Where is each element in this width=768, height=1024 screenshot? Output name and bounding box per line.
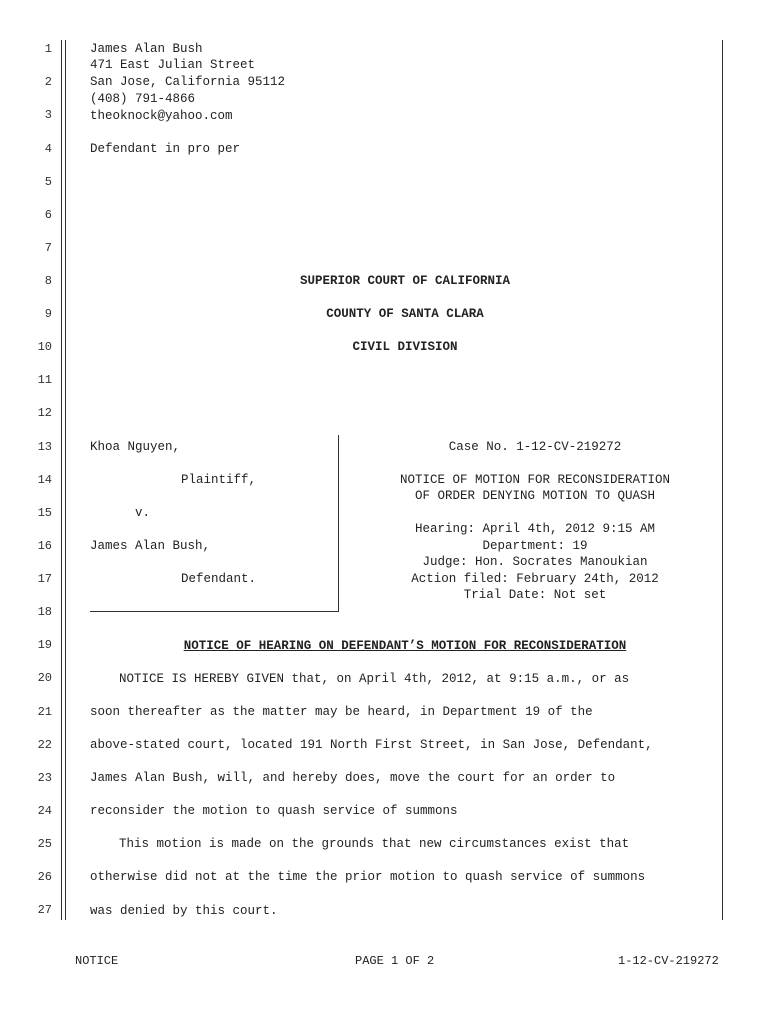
- body-line: was denied by this court.: [90, 904, 278, 918]
- plaintiff-label: Plaintiff,: [181, 473, 257, 487]
- line-number: 17: [37, 572, 52, 586]
- party-name: James Alan Bush: [90, 42, 203, 56]
- court-county: COUNTY OF SANTA CLARA: [326, 307, 484, 321]
- left-margin-rule-inner: [65, 40, 66, 920]
- judge-info: Judge: Hon. Socrates Manoukian: [422, 555, 648, 569]
- department-info: Department: 19: [482, 539, 588, 553]
- line-number: 23: [37, 771, 52, 785]
- line-number: 26: [37, 870, 52, 884]
- footer-page-number: PAGE 1 OF 2: [355, 954, 435, 968]
- line-number: 25: [37, 837, 52, 851]
- line-number: 19: [37, 638, 52, 652]
- notice-heading: NOTICE OF HEARING ON DEFENDANT’S MOTION FOR RECONSIDERATION: [183, 639, 627, 653]
- line-number: 3: [44, 108, 52, 122]
- email-address: theoknock@yahoo.com: [90, 109, 233, 123]
- party-role: Defendant in pro per: [90, 142, 241, 156]
- body-line: reconsider the motion to quash service of summons: [90, 804, 458, 818]
- line-number: 1: [44, 42, 52, 56]
- action-filed-info: Action filed: February 24th, 2012: [411, 572, 659, 586]
- line-number: 27: [37, 903, 52, 917]
- document-title-line-2: OF ORDER DENYING MOTION TO QUASH: [414, 489, 656, 503]
- line-number: 6: [44, 208, 52, 222]
- plaintiff-name: Khoa Nguyen,: [90, 440, 181, 454]
- line-number: 9: [44, 307, 52, 321]
- case-number: Case No. 1-12-CV-219272: [448, 440, 622, 454]
- defendant-name: James Alan Bush,: [90, 539, 211, 553]
- line-number: 14: [37, 473, 52, 487]
- line-number: 11: [37, 373, 52, 387]
- line-number: 7: [44, 241, 52, 255]
- line-number: 15: [37, 506, 52, 520]
- court-name: SUPERIOR COURT OF CALIFORNIA: [299, 274, 511, 288]
- caption-divider-vertical: [338, 435, 339, 612]
- line-number: 8: [44, 274, 52, 288]
- defendant-label: Defendant.: [181, 572, 257, 586]
- line-number: 24: [37, 804, 52, 818]
- phone-number: (408) 791-4866: [90, 92, 196, 106]
- line-number: 16: [37, 539, 52, 553]
- left-margin-rule-outer: [61, 40, 62, 920]
- line-number: 13: [37, 440, 52, 454]
- body-line: This motion is made on the grounds that new circumstances exist that: [119, 837, 630, 851]
- footer-case-number: 1-12-CV-219272: [618, 954, 719, 968]
- body-line: otherwise did not at the time the prior motion to quash service of summons: [90, 870, 646, 884]
- footer-document-label: NOTICE: [75, 954, 119, 968]
- court-division: CIVIL DIVISION: [352, 340, 458, 354]
- city-state-zip: San Jose, California 95112: [90, 75, 286, 89]
- body-line: above-stated court, located 191 North First Street, in San Jose, Defendant,: [90, 738, 653, 752]
- document-title-line-1: NOTICE OF MOTION FOR RECONSIDERATION: [399, 473, 671, 487]
- line-number: 12: [37, 406, 52, 420]
- body-line: James Alan Bush, will, and hereby does, move the court for an order to: [90, 771, 616, 785]
- street-address: 471 East Julian Street: [90, 58, 256, 72]
- body-line: soon thereafter as the matter may be heard, in Department 19 of the: [90, 705, 593, 719]
- line-number: 20: [37, 671, 52, 685]
- caption-divider-horizontal: [90, 611, 338, 612]
- versus-label: v.: [135, 506, 151, 520]
- line-number: 4: [44, 142, 52, 156]
- line-number: 21: [37, 705, 52, 719]
- line-number: 5: [44, 175, 52, 189]
- line-number: 18: [37, 605, 52, 619]
- line-number: 2: [44, 75, 52, 89]
- body-line: NOTICE IS HEREBY GIVEN that, on April 4th, 2012, at 9:15 a.m., or as: [119, 672, 630, 686]
- line-number: 10: [37, 340, 52, 354]
- line-number: 22: [37, 738, 52, 752]
- trial-date-info: Trial Date: Not set: [463, 588, 607, 602]
- hearing-info: Hearing: April 4th, 2012 9:15 AM: [414, 522, 656, 536]
